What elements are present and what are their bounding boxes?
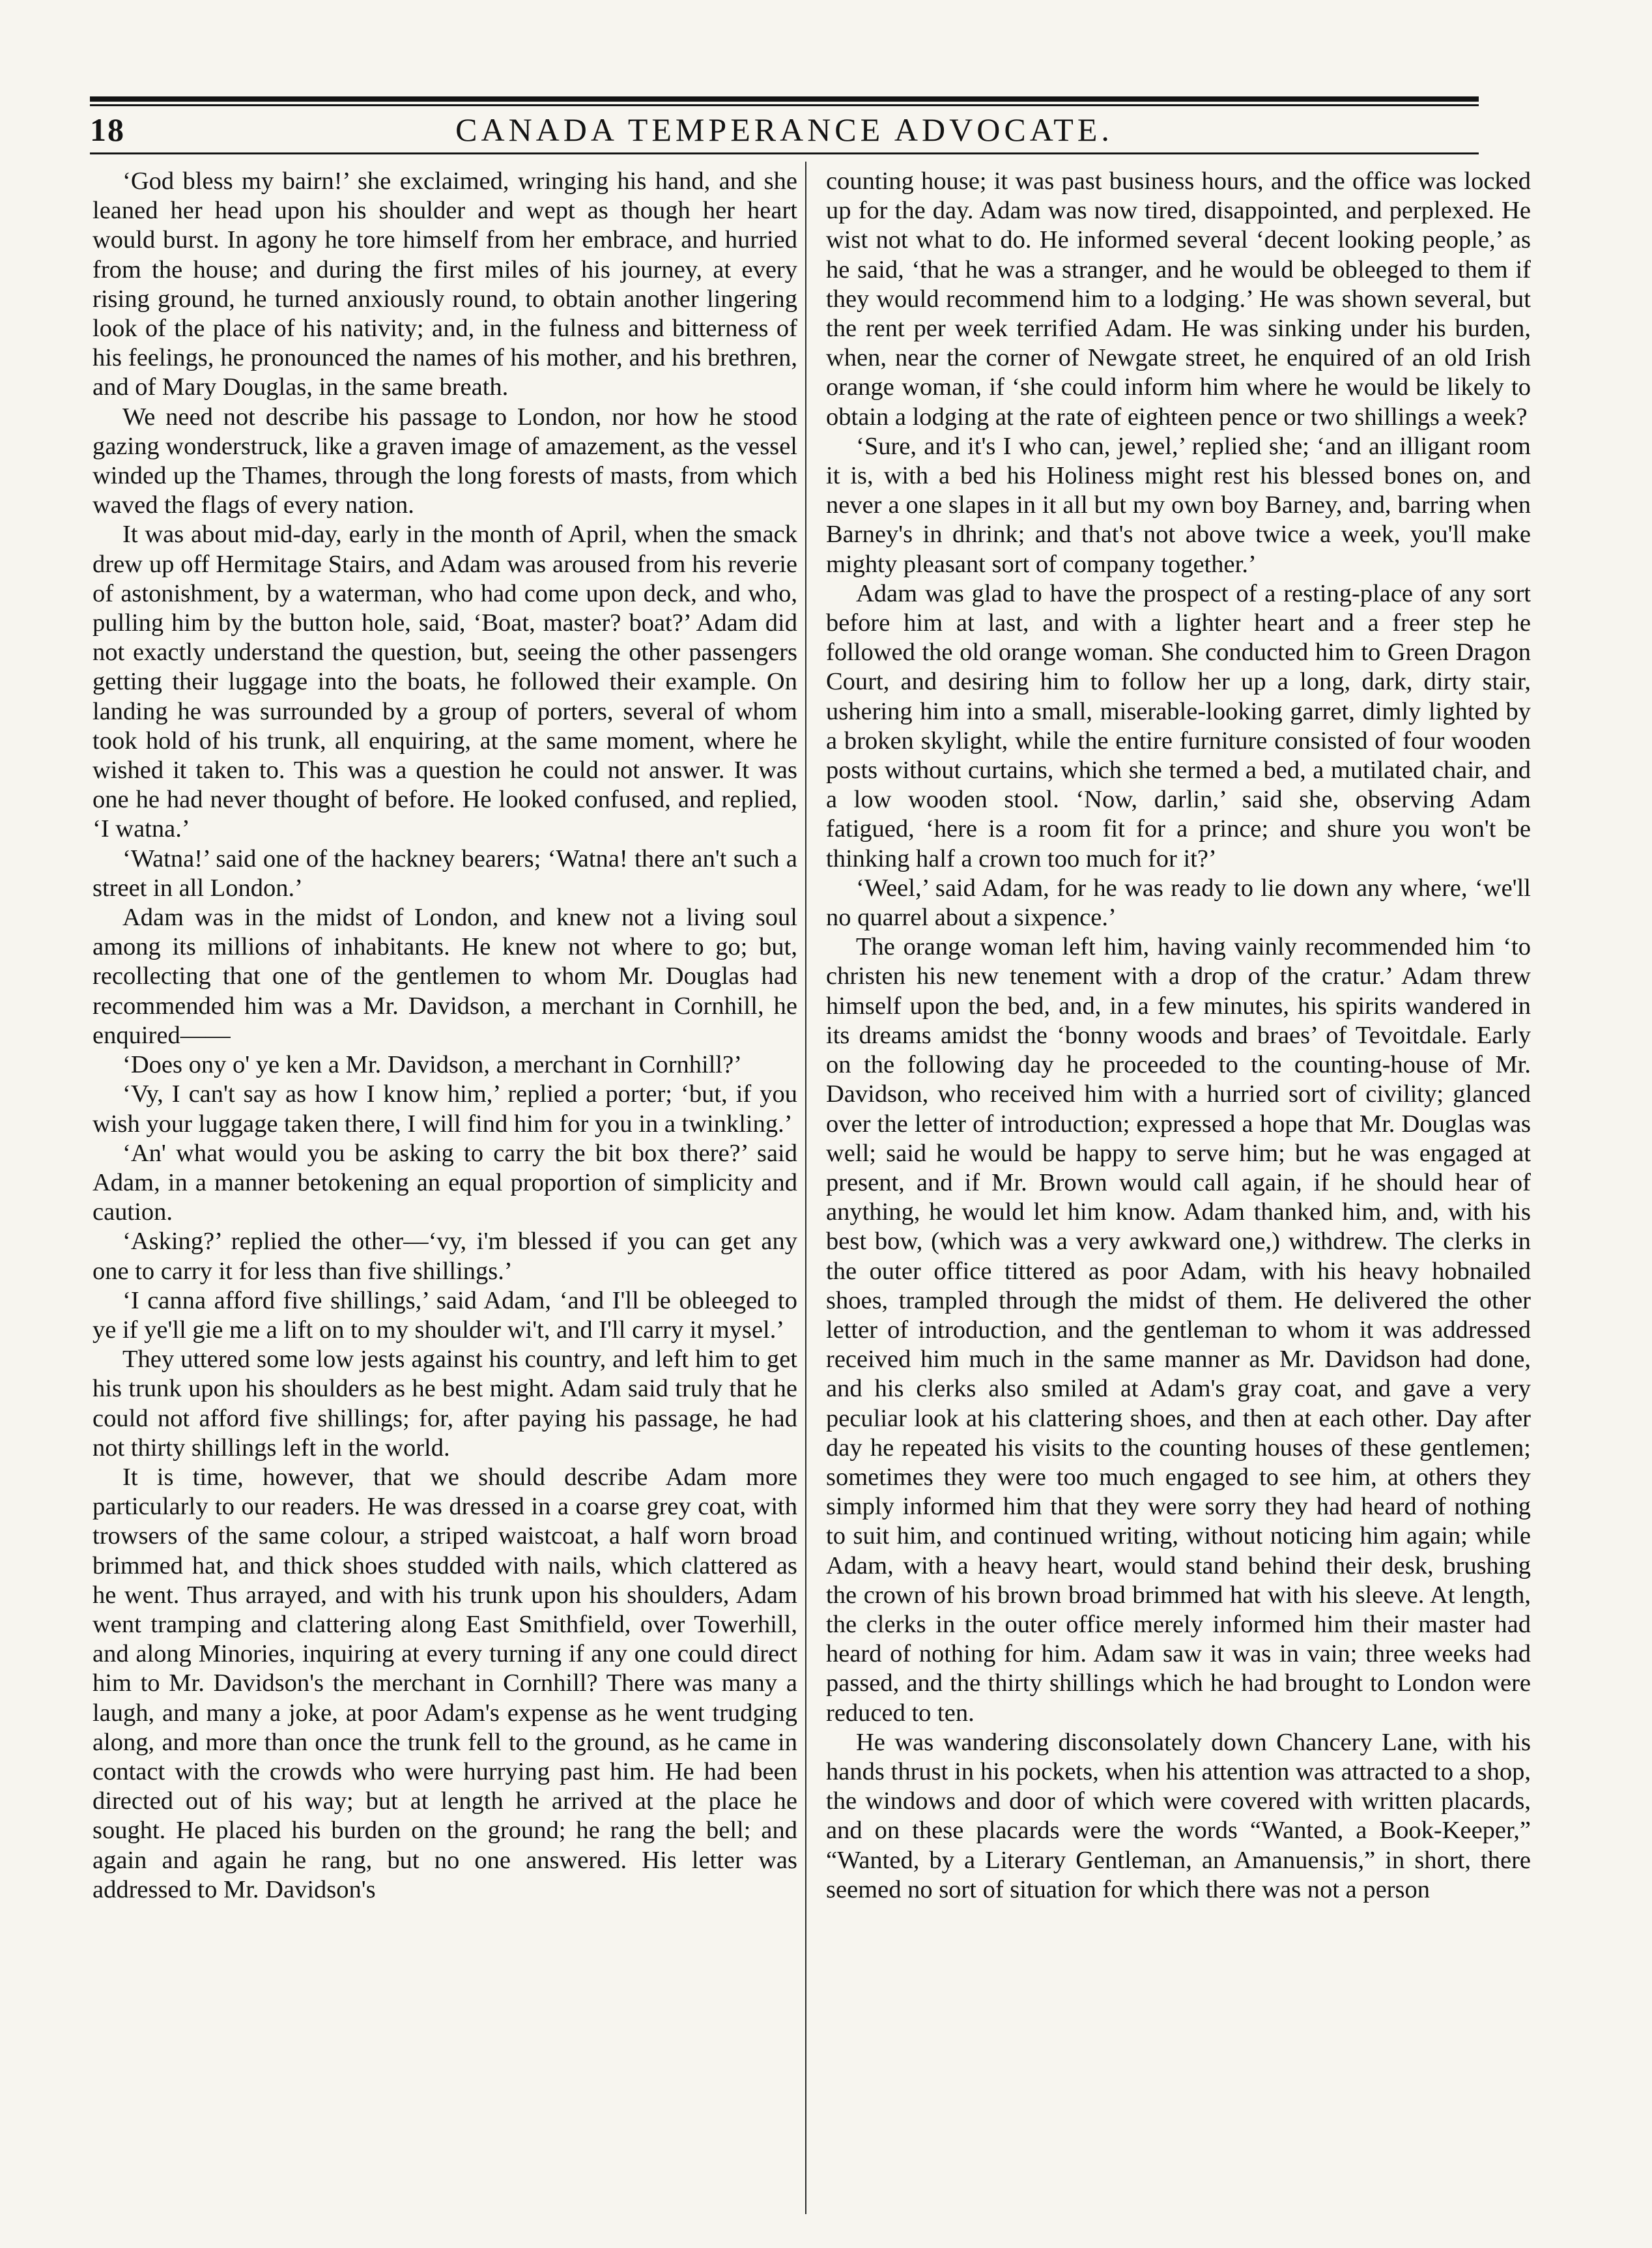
paragraph: They uttered some low jests against his country, and left him to get his trunk upon his shoulders as he best might. Adam said truly that he could not afford five shillings; for, after paying his passage, he had not thirty shillings left in the world. [93, 1346, 797, 1462]
paragraph: ‘Does ony o' ye ken a Mr. Davidson, a merchant in Cornhill?’ [122, 1051, 743, 1079]
running-title: CANADA TEMPERANCE ADVOCATE. [455, 111, 1113, 148]
paragraph: It was about mid-day, early in the month of April, when the smack drew up off Hermitage Stairs, and Adam was aroused from his reverie of astonishment, by a waterman, who had come upon deck, and who, pulling him by the button hole, said, ‘Boat, master? boat?’ Adam did not exactly understand the question, but, seeing the other passengers getting their luggage into the boats, he followed their example. On landing he was surrounded by a group of porters, several of whom took hold of his trunk, all enquiring, at the same moment, where he wished it taken to. This was a question he could not answer. It was one he had never thought of before. He looked confused, and replied, ‘I watna.’ [93, 521, 797, 843]
header-rule-thick [90, 96, 1479, 102]
paragraph: ‘An' what would you be asking to carry the bit box there?’ said Adam, in a manner betokening an equal proportion of simplicity and caution. [93, 1139, 797, 1226]
paragraph: It is time, however, that we should describe Adam more particularly to our readers. He was dressed in a coarse grey coat, with trowsers of the same colour, a striped waistcoat, a half worn broad brimmed hat, and thick shoes studded with nails, which clattered as he went. Thus arrayed, and with his trunk upon his shoulders, Adam went tramping and clattering along East Smithfield, over Towerhill, and along Minories, inquiring at every turning if any one could direct him to Mr. Davidson's the merchant in Cornhill? There was many a laugh, and many a joke, at poor Adam's expense as he went trudging along, and more than once the trunk fell to the ground, as he came in contact with the crowds who were hurrying past him. He had been directed out of his way; but at length he arrived at the place he sought. He placed his burden on the ground; he rang the bell; and again and again he rang, but no one answered. His letter was addressed to Mr. Davidson's [93, 1463, 797, 1903]
paragraph: ‘Weel,’ said Adam, for he was ready to lie down any where, ‘we'll no quarrel about a sixpence.’ [826, 874, 1531, 932]
right-column [826, 167, 1531, 2219]
paragraph: ‘Watna!’ said one of the hackney bearers; ‘Watna! there an't such a street in all London.’ [93, 844, 797, 902]
column-divider [805, 162, 806, 2214]
header-underline [90, 152, 1479, 154]
paragraph: Adam was in the midst of London, and knew not a living soul among its millions of inhabitants. He knew not where to go; but, recollecting that one of the gentlemen to whom Mr. Douglas had recommended him was a Mr. Davidson, a merchant in Cornhill, he enquired—— [93, 904, 797, 1049]
paragraph: We need not describe his passage to London, nor how he stood gazing wonderstruck, like a graven image of amazement, as the vessel winded up the Thames, through the long forests of masts, from which waved the flags of every nation. [93, 403, 797, 519]
paragraph-continued: counting house; it was past business hours, and the office was locked up for the day. Adam was now tired, disappointed, and perplexed. He wist not what to do. He informed several ‘decent looking people,’ as he said, ‘that he was a stranger, and he would be obleeged to them if they would recommend him to a lodging.’ He was shown several, but the rent per week terrified Adam. He was sinking under his burden, when, near the corner of Newgate street, he enquired of an old Irish orange woman, if ‘she could inform him where he would be likely to obtain a lodging at the rate of eighteen pence or two shillings a week? [826, 167, 1531, 431]
left-column [93, 167, 797, 2219]
paragraph: ‘I canna afford five shillings,’ said Adam, ‘and I'll be obleeged to ye if ye'll gie me a lift on to my shoulder wi't, and I'll carry it mysel.’ [93, 1286, 797, 1344]
header-rule-thin [90, 104, 1479, 106]
page-header [90, 111, 1479, 150]
page-number: 18 [90, 111, 125, 148]
paragraph: ‘Asking?’ replied the other—‘vy, i'm blessed if you can get any one to carry it for less than five shillings.’ [93, 1228, 797, 1285]
paragraph: ‘Sure, and it's I who can, jewel,’ replied she; ‘and an illigant room it is, with a bed his Holiness might rest his blessed bones on, and never a one slapes in it all but my own boy Barney, and, barring when Barney's in dhrink; and that's not above twice a week, you'll make mighty pleasant sort of company together.’ [826, 432, 1531, 578]
paragraph: Adam was glad to have the prospect of a resting-place of any sort before him at last, and with a lighter heart and a freer step he followed the old orange woman. She conducted him to Green Dragon Court, and desiring him to follow her up a long, dark, dirty stair, ushering him into a small, miserable-looking garret, dimly lighted by a broken skylight, while the entire furniture consisted of four wooden posts without curtains, which she termed a bed, a mutilated chair, and a low wooden stool. ‘Now, darlin,’ said she, observing Adam fatigued, ‘here is a room fit for a prince; and shure you won't be thinking half a crown too much for it?’ [826, 579, 1531, 872]
paragraph: ‘Vy, I can't say as how I know him,’ replied a porter; ‘but, if you wish your luggage taken there, I will find him for you in a twinkling.’ [93, 1080, 797, 1138]
paragraph: ‘God bless my bairn!’ she exclaimed, wringing his hand, and she leaned her head upon his shoulder and wept as though her heart would burst. In agony he tore himself from her embrace, and hurried from the house; and during the first miles of his journey, at every rising ground, he turned anxiously round, to obtain another lingering look of the place of his nativity; and, in the fulness and bitterness of his feelings, he pronounced the names of his mother, and his brethren, and of Mary Douglas, in the same breath. [93, 167, 797, 401]
paragraph: The orange woman left him, having vainly recommended him ‘to christen his new tenement with a drop of the cratur.’ Adam threw himself upon the bed, and, in a few minutes, his spirits wandered in its dreams amidst the ‘bonny woods and braes’ of Tevoitdale. Early on the following day he proceeded to the counting-house of Mr. Davidson, who received him with a hurried sort of civility; glanced over the letter of introduction; expressed a hope that Mr. Douglas was well; said he would be happy to serve him; but he was engaged at present, and if Mr. Brown would call again, if he should hear of anything, he would let him know. Adam thanked him, and, with his best bow, (which was a very awkward one,) withdrew. The clerks in the outer office tittered as poor Adam, with his heavy hobnailed shoes, trampled through the midst of them. He delivered the other letter of introduction, and the gentleman to whom it was addressed received him much in the same manner as Mr. Davidson had done, and his clerks also smiled at Adam's gray coat, and gave a very peculiar look at his clattering shoes, and then at each other. Day after day he repeated his visits to the counting houses of these gentlemen; sometimes they were too much engaged to see him, at others they simply informed him that they were sorry they had heard of nothing to suit him, and continued writing, without noticing him again; while Adam, with a heavy heart, would stand behind their desk, brushing the crown of his brown broad brimmed hat with his sleeve. At length, the clerks in the outer office merely informed him their master had heard of nothing for him. Adam saw it was in vain; three weeks had passed, and the thirty shillings which he had brought to London were reduced to ten. [826, 933, 1531, 1727]
paragraph: He was wandering disconsolately down Chancery Lane, with his hands thrust in his pockets, when his attention was attracted to a shop, the windows and door of which were covered with written placards, and on these placards were the words “Wanted, a Book-Keeper,” “Wanted, by a Literary Gentleman, an Amanuensis,” in short, there seemed no sort of situation for which there was not a person [826, 1728, 1531, 1903]
